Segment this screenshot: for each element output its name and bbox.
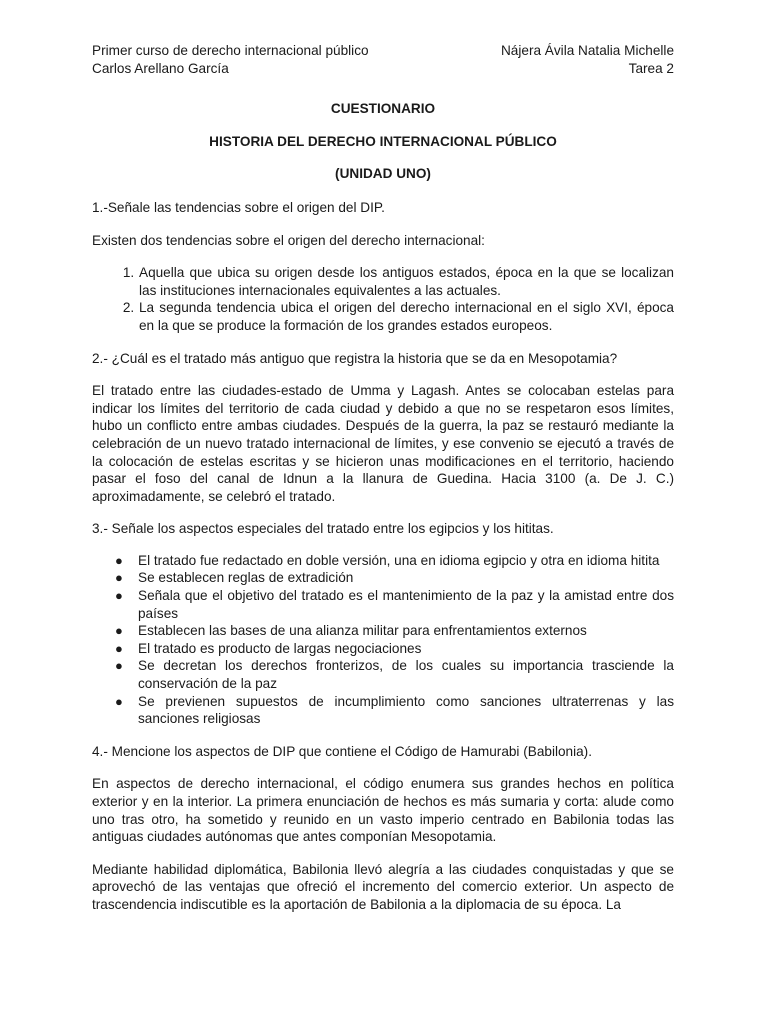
question-4: 4.- Mencione los aspectos de DIP que contiene el Código de Hamurabi (Babilonia). [92, 743, 592, 759]
question-2: 2.- ¿Cuál es el tratado más antiguo que registra la historia que se da en Mesopotamia? [92, 350, 618, 366]
list-item [115, 587, 674, 622]
list-item: 2. La segunda tendencia ubica el origen del derecho internacional en el siglo XVI, época en la que se produce la formación de los grandes estados europeos. [138, 299, 674, 334]
document-subtitle: HISTORIA DEL DERECHO INTERNACIONAL PÚBLICO [209, 133, 557, 149]
list-item: 1. Aquella que ubica su origen desde los antiguos estados, época en la que se localizan las instituciones internacionales equivalentes a las actuales. [138, 264, 674, 299]
list-item [115, 552, 674, 570]
bullet-icon: ● [115, 552, 123, 568]
assignment-label: Tarea 2 [628, 60, 674, 76]
list-item-text: Se previenen supuestos de incumplimiento como sanciones ultraterrenas y las sanciones religiosas [138, 693, 674, 727]
bullet-icon: ● [115, 640, 123, 656]
teacher-name: Carlos Arellano García [92, 60, 229, 76]
list-item [115, 640, 674, 658]
question-1: 1.-Señale las tendencias sobre el origen del DIP. [92, 199, 385, 215]
list-item-text: El tratado fue redactado en doble versión, una en idioma egipcio y otra en idioma hitita [138, 552, 660, 568]
bullet-icon: ● [115, 588, 123, 604]
list-item-text: Señala que el objetivo del tratado es el mantenimiento de la paz y la amistad entre dos países [138, 588, 674, 621]
header-row-2 [92, 60, 674, 78]
question-3: 3.- Señale los aspectos especiales del tratado entre los egipcios y los hititas. [92, 521, 554, 537]
bullet-icon: ● [115, 623, 123, 639]
list-item [115, 657, 674, 692]
answer-1-list [92, 264, 674, 334]
header-row-1 [92, 42, 674, 60]
bullet-icon: ● [115, 570, 123, 586]
list-item-text: Se establecen reglas de extradición [138, 570, 354, 586]
unit-label: (UNIDAD UNO) [335, 166, 431, 182]
list-item [115, 622, 674, 640]
answer-4-paragraph-2: Mediante habilidad diplomática, Babilonia llevó alegría a las ciudades conquistadas y que se aprovechó de las ventajas que ofreció el incremento del comercio exterior. Un aspecto de trascendencia indiscutible es la aportación de Babilonia a la diplomacia de su época. La [92, 861, 674, 912]
student-name: Nájera Ávila Natalia Michelle [500, 43, 674, 58]
bullet-icon: ● [115, 658, 123, 674]
answer-3-list [92, 552, 674, 728]
bullet-icon: ● [115, 693, 123, 709]
list-item-text: El tratado es producto de largas negociaciones [138, 640, 422, 656]
answer-2: El tratado entre las ciudades-estado de Umma y Lagash. Antes se colocaban estelas para indicar los límites del territorio de cada ciudad y debido a que no se respetaron esos límites, hubo un conflicto entre ambas ciudades. Después de la guerra, la paz se restauró mediante la celebración de un nuevo tratado internacional de límites, y ese convenio se ejecutó a través de la colocación de estelas escritas y se hicieron unas modificaciones en el territorio, haciendo pasar el foso del canal de Idnun a la llanura de Guedina. Hacia 3100 (a. De J. C.) aproximadamente, se celebró el tratado. [92, 383, 674, 504]
answer-4-paragraph-1: En aspectos de derecho internacional, el código enumera sus grandes hechos en política exterior y en la interior. La primera enunciación de hechos es más sumaria y corta: alude como uno tras otro, ha sometido y reunido en un vasto imperio centrado en Babilonia todas las antiguas ciudades autónomas que antes componían Mesopotamia. [92, 776, 674, 845]
course-name: Primer curso de derecho internacional público [92, 43, 369, 58]
list-item-text: Establecen las bases de una alianza militar para enfrentamientos externos [138, 623, 587, 639]
list-item-text: Se decretan los derechos fronterizos, de los cuales su importancia trasciende la conservación de la paz [138, 658, 674, 692]
list-item [115, 569, 674, 587]
answer-1-intro: Existen dos tendencias sobre el origen del derecho internacional: [92, 232, 485, 248]
document-title: CUESTIONARIO [330, 101, 436, 117]
list-item [115, 693, 674, 728]
